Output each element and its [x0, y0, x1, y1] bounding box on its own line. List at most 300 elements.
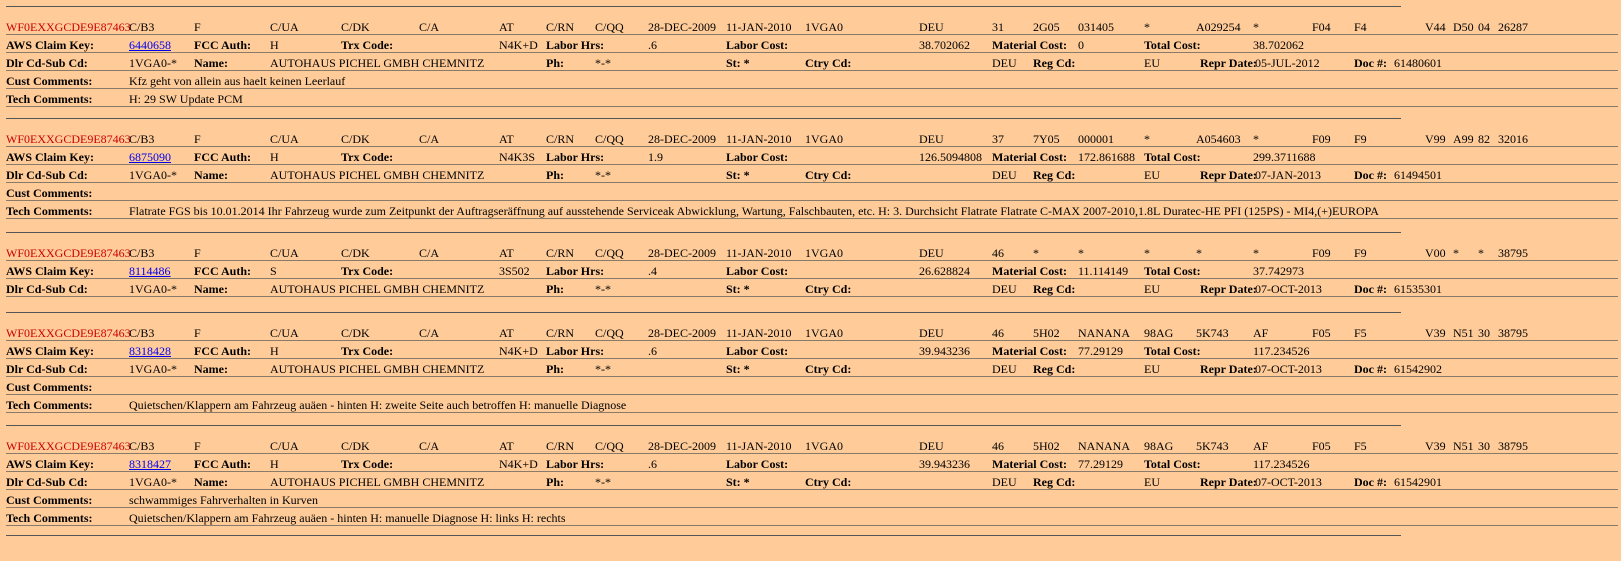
tech-comments-label: Tech Comments: [6, 398, 93, 412]
header-cdk: C/DK [341, 132, 370, 146]
header-h1: 37 [992, 132, 1004, 146]
ctry-cd-label: Ctry Cd: [805, 168, 852, 182]
tech-comments-label: Tech Comments: [6, 511, 93, 525]
material-cost-label: Material Cost: [992, 150, 1067, 164]
dlr-cd-sub-cd-label: Dlr Cd-Sub Cd: [6, 56, 88, 70]
header-dealer: 1VGA0 [805, 326, 843, 340]
reg-cd-value: EU [1144, 475, 1160, 489]
repr-date-label: Repr Date: [1200, 168, 1257, 182]
trx-code-label: Trx Code: [341, 344, 394, 358]
tech-comments-label: Tech Comments: [6, 204, 93, 218]
header-h2: 7Y05 [1033, 132, 1060, 146]
aws-claim-key-link[interactable]: 8318428 [129, 344, 171, 358]
ctry-cd-label: Ctry Cd: [805, 362, 852, 376]
tech-comments-value: Quietschen/Klappern am Fahrzeug auäen - hinten H: manuelle Diagnose H: links H: rechts [129, 511, 566, 525]
header-h9: V99 [1425, 132, 1446, 146]
vin-text: WF0EXXGCDE9E87463 [6, 326, 131, 340]
trx-code-label: Trx Code: [341, 150, 394, 164]
header-country: DEU [919, 20, 944, 34]
header-dealer: 1VGA0 [805, 246, 843, 260]
header-at: AT [499, 246, 514, 260]
header-f: F [194, 132, 201, 146]
header-h11: 04 [1478, 20, 1490, 34]
labor-hrs-value: 1.9 [648, 150, 663, 164]
row-divider [6, 525, 1618, 526]
header-date1: 28-DEC-2009 [648, 326, 716, 340]
state-value: St: * [726, 362, 750, 376]
dealer-name-value: AUTOHAUS PICHEL GMBH CHEMNITZ [270, 168, 485, 182]
claim-dealer-row [6, 279, 1618, 297]
aws-claim-key-link[interactable]: 8114486 [129, 264, 171, 278]
header-crn: C/RN [546, 132, 575, 146]
total-cost-value: 117.234526 [1253, 344, 1310, 358]
cust-comments-row [6, 71, 1618, 89]
labor-hrs-label: Labor Hrs: [546, 150, 605, 164]
ctry-cd-value: DEU [992, 362, 1017, 376]
doc-number-value: 61480601 [1394, 56, 1442, 70]
doc-number-value: 61542901 [1394, 475, 1442, 489]
dealer-name-value: AUTOHAUS PICHEL GMBH CHEMNITZ [270, 475, 485, 489]
material-cost-label: Material Cost: [992, 38, 1067, 52]
claim-cost-row [6, 341, 1618, 359]
header-h9: V39 [1425, 326, 1446, 340]
labor-cost-label: Labor Cost: [726, 344, 789, 358]
header-h5: 5K743 [1196, 326, 1229, 340]
dlr-cd-sub-cd-label: Dlr Cd-Sub Cd: [6, 475, 88, 489]
header-crn: C/RN [546, 20, 575, 34]
labor-hrs-label: Labor Hrs: [546, 38, 605, 52]
header-h11: 82 [1478, 132, 1490, 146]
header-country: DEU [919, 132, 944, 146]
repr-date-value: 07-OCT-2013 [1255, 282, 1322, 296]
total-cost-value: 299.3711688 [1253, 150, 1316, 164]
record-separator [6, 535, 1401, 536]
phone-label: Ph: [546, 475, 564, 489]
dealer-name-label: Name: [194, 56, 228, 70]
dlr-cd-sub-cd-value: 1VGA0-* [129, 475, 177, 489]
header-country: DEU [919, 439, 944, 453]
header-h2: 5H02 [1033, 439, 1060, 453]
total-cost-label: Total Cost: [1144, 264, 1201, 278]
trx-code-label: Trx Code: [341, 38, 394, 52]
header-dealer: 1VGA0 [805, 439, 843, 453]
header-h12: 32016 [1498, 132, 1528, 146]
header-h5: 5K743 [1196, 439, 1229, 453]
ctry-cd-value: DEU [992, 475, 1017, 489]
record-separator [6, 312, 1401, 313]
header-dealer: 1VGA0 [805, 20, 843, 34]
row-divider [6, 106, 1618, 107]
repr-date-label: Repr Date: [1200, 362, 1257, 376]
header-h3: NANANA [1078, 439, 1130, 453]
dlr-cd-sub-cd-label: Dlr Cd-Sub Cd: [6, 168, 88, 182]
header-cdk: C/DK [341, 439, 370, 453]
header-h4: * [1144, 20, 1150, 34]
cust-comments-value: Kfz geht von allein aus haelt keinen Leerlauf [129, 74, 346, 88]
header-h5: A029254 [1196, 20, 1241, 34]
header-h5: A054603 [1196, 132, 1241, 146]
reg-cd-label: Reg Cd: [1033, 282, 1076, 296]
claim-header-row [6, 17, 1618, 35]
tech-comments-row [6, 395, 1618, 413]
labor-hrs-value: .4 [648, 264, 657, 278]
aws-claim-key-link[interactable]: 8318427 [129, 457, 171, 471]
trx-code-value: N4K+D [499, 38, 538, 52]
header-date2: 11-JAN-2010 [726, 439, 792, 453]
header-h9: V39 [1425, 439, 1446, 453]
aws-claim-key-label: AWS Claim Key: [6, 38, 94, 52]
dealer-name-value: AUTOHAUS PICHEL GMBH CHEMNITZ [270, 362, 485, 376]
material-cost-value: 0 [1078, 38, 1084, 52]
aws-claim-key-label: AWS Claim Key: [6, 150, 94, 164]
fcc-auth-value: H [270, 38, 279, 52]
dealer-name-label: Name: [194, 362, 228, 376]
dealer-name-value: AUTOHAUS PICHEL GMBH CHEMNITZ [270, 282, 485, 296]
phone-value: *-* [595, 475, 611, 489]
header-h7: F04 [1312, 20, 1331, 34]
tech-comments-value: H: 29 SW Update PCM [129, 92, 243, 106]
ctry-cd-label: Ctry Cd: [805, 56, 852, 70]
material-cost-value: 11.114149 [1078, 264, 1129, 278]
header-h12: 38795 [1498, 439, 1528, 453]
doc-number-value: 61542902 [1394, 362, 1442, 376]
claim-dealer-row [6, 165, 1618, 183]
header-h8: F9 [1354, 246, 1367, 260]
header-cb: C/B3 [129, 326, 155, 340]
total-cost-value: 117.234526 [1253, 457, 1310, 471]
header-h2: 5H02 [1033, 326, 1060, 340]
header-cdk: C/DK [341, 326, 370, 340]
reg-cd-label: Reg Cd: [1033, 168, 1076, 182]
fcc-auth-label: FCC Auth: [194, 457, 252, 471]
header-cua: C/UA [270, 439, 299, 453]
labor-hrs-label: Labor Hrs: [546, 344, 605, 358]
labor-cost-label: Labor Cost: [726, 38, 789, 52]
repr-date-value: 07-OCT-2013 [1255, 475, 1322, 489]
header-ca: C/A [419, 246, 440, 260]
dlr-cd-sub-cd-label: Dlr Cd-Sub Cd: [6, 282, 88, 296]
row-divider [6, 218, 1618, 219]
header-f: F [194, 326, 201, 340]
ctry-cd-label: Ctry Cd: [805, 475, 852, 489]
header-crn: C/RN [546, 439, 575, 453]
phone-value: *-* [595, 56, 611, 70]
labor-hrs-value: .6 [648, 457, 657, 471]
vin-text: WF0EXXGCDE9E87463 [6, 20, 131, 34]
trx-code-value: N4K+D [499, 344, 538, 358]
dlr-cd-sub-cd-value: 1VGA0-* [129, 56, 177, 70]
labor-hrs-value: .6 [648, 344, 657, 358]
header-h4: 98AG [1144, 326, 1174, 340]
total-cost-label: Total Cost: [1144, 150, 1201, 164]
header-date1: 28-DEC-2009 [648, 246, 716, 260]
claim-dealer-row [6, 53, 1618, 71]
header-date2: 11-JAN-2010 [726, 326, 792, 340]
header-cqq: C/QQ [595, 326, 624, 340]
aws-claim-key-link[interactable]: 6440658 [129, 38, 171, 52]
header-h4: * [1144, 246, 1150, 260]
phone-label: Ph: [546, 168, 564, 182]
header-cdk: C/DK [341, 246, 370, 260]
header-h2: * [1033, 246, 1039, 260]
total-cost-label: Total Cost: [1144, 344, 1201, 358]
header-h4: * [1144, 132, 1150, 146]
header-cqq: C/QQ [595, 246, 624, 260]
header-h6: * [1253, 246, 1259, 260]
header-ca: C/A [419, 439, 440, 453]
labor-cost-value: 39.943236 [919, 344, 970, 358]
doc-number-value: 61494501 [1394, 168, 1442, 182]
labor-cost-value: 39.943236 [919, 457, 970, 471]
labor-cost-label: Labor Cost: [726, 150, 789, 164]
material-cost-value: 77.29129 [1078, 344, 1123, 358]
header-at: AT [499, 132, 514, 146]
doc-number-label: Doc #: [1354, 56, 1387, 70]
header-h12: 26287 [1498, 20, 1528, 34]
cust-comments-row [6, 183, 1618, 201]
fcc-auth-label: FCC Auth: [194, 344, 252, 358]
doc-number-label: Doc #: [1354, 362, 1387, 376]
header-at: AT [499, 20, 514, 34]
claim-dealer-row [6, 359, 1618, 377]
header-h12: 38795 [1498, 246, 1528, 260]
trx-code-value: N4K3S [499, 150, 536, 164]
header-cua: C/UA [270, 326, 299, 340]
header-cb: C/B3 [129, 20, 155, 34]
vin-text: WF0EXXGCDE9E87463 [6, 439, 131, 453]
header-h1: 46 [992, 246, 1004, 260]
reg-cd-value: EU [1144, 56, 1160, 70]
reg-cd-label: Reg Cd: [1033, 56, 1076, 70]
trx-code-label: Trx Code: [341, 264, 394, 278]
total-cost-label: Total Cost: [1144, 38, 1201, 52]
ctry-cd-value: DEU [992, 282, 1017, 296]
aws-claim-key-link[interactable]: 6875090 [129, 150, 171, 164]
header-h9: V44 [1425, 20, 1446, 34]
ctry-cd-value: DEU [992, 56, 1017, 70]
claim-header-row [6, 323, 1618, 341]
dlr-cd-sub-cd-value: 1VGA0-* [129, 168, 177, 182]
claim-cost-row [6, 35, 1618, 53]
tech-comments-row [6, 508, 1618, 526]
material-cost-label: Material Cost: [992, 264, 1067, 278]
header-h1: 31 [992, 20, 1004, 34]
phone-label: Ph: [546, 362, 564, 376]
phone-label: Ph: [546, 56, 564, 70]
claim-header-row [6, 243, 1618, 261]
fcc-auth-value: H [270, 344, 279, 358]
header-h1: 46 [992, 439, 1004, 453]
row-divider [6, 412, 1618, 413]
material-cost-value: 172.861688 [1078, 150, 1135, 164]
phone-value: *-* [595, 282, 611, 296]
ctry-cd-label: Ctry Cd: [805, 282, 852, 296]
dealer-name-label: Name: [194, 282, 228, 296]
header-h8: F5 [1354, 326, 1367, 340]
dlr-cd-sub-cd-value: 1VGA0-* [129, 362, 177, 376]
reg-cd-label: Reg Cd: [1033, 475, 1076, 489]
header-h2: 2G05 [1033, 20, 1060, 34]
header-ca: C/A [419, 326, 440, 340]
header-ca: C/A [419, 20, 440, 34]
header-h3: * [1078, 246, 1084, 260]
phone-value: *-* [595, 168, 611, 182]
repr-date-label: Repr Date: [1200, 475, 1257, 489]
header-date2: 11-JAN-2010 [726, 246, 792, 260]
cust-comments-label: Cust Comments: [6, 186, 93, 200]
state-value: St: * [726, 282, 750, 296]
aws-claim-key-label: AWS Claim Key: [6, 457, 94, 471]
tech-comments-value: Flatrate FGS bis 10.01.2014 Ihr Fahrzeug wurde zum Zeitpunkt der Auftragseräffnung auf ausstehende Serviceak Abwicklung, Wartung, Falschbauten, etc. H: 3. Durchsicht Flatrate Flatrate C-MAX 2007-2010,1.8L Duratec-HE PFI (125PS) - MI4,(+)EUROPA [129, 204, 1379, 218]
record-separator [6, 425, 1401, 426]
header-h10: * [1453, 246, 1459, 260]
trx-code-value: N4K+D [499, 457, 538, 471]
cust-comments-label: Cust Comments: [6, 74, 93, 88]
row-divider [6, 296, 1618, 297]
cust-comments-row [6, 377, 1618, 395]
vin-text: WF0EXXGCDE9E87463 [6, 246, 131, 260]
header-h6: AF [1253, 326, 1269, 340]
header-h12: 38795 [1498, 326, 1528, 340]
header-date1: 28-DEC-2009 [648, 132, 716, 146]
header-h7: F09 [1312, 246, 1331, 260]
header-h10: A99 [1453, 132, 1474, 146]
header-date1: 28-DEC-2009 [648, 439, 716, 453]
header-h5: * [1196, 246, 1202, 260]
header-h6: AF [1253, 439, 1269, 453]
tech-comments-row [6, 201, 1618, 219]
header-ca: C/A [419, 132, 440, 146]
dlr-cd-sub-cd-value: 1VGA0-* [129, 282, 177, 296]
fcc-auth-label: FCC Auth: [194, 150, 252, 164]
header-cua: C/UA [270, 132, 299, 146]
cust-comments-label: Cust Comments: [6, 380, 93, 394]
vin-text: WF0EXXGCDE9E87463 [6, 132, 131, 146]
doc-number-label: Doc #: [1354, 475, 1387, 489]
header-h8: F9 [1354, 132, 1367, 146]
material-cost-label: Material Cost: [992, 344, 1067, 358]
header-f: F [194, 20, 201, 34]
fcc-auth-value: H [270, 457, 279, 471]
state-value: St: * [726, 475, 750, 489]
header-f: F [194, 246, 201, 260]
header-date2: 11-JAN-2010 [726, 20, 792, 34]
tech-comments-value: Quietschen/Klappern am Fahrzeug auäen - hinten H: zweite Seite auch betroffen H: manuelle Diagnose [129, 398, 627, 412]
phone-value: *-* [595, 362, 611, 376]
header-cdk: C/DK [341, 20, 370, 34]
repr-date-value: 05-JUL-2012 [1255, 56, 1320, 70]
reg-cd-value: EU [1144, 362, 1160, 376]
header-at: AT [499, 326, 514, 340]
claim-header-row [6, 129, 1618, 147]
header-h10: N51 [1453, 326, 1474, 340]
labor-cost-value: 38.702062 [919, 38, 970, 52]
header-at: AT [499, 439, 514, 453]
repr-date-label: Repr Date: [1200, 282, 1257, 296]
cust-comments-value: schwammiges Fahrverhalten in Kurven [129, 493, 318, 507]
header-h8: F4 [1354, 20, 1367, 34]
state-value: St: * [726, 168, 750, 182]
labor-cost-value: 126.5094808 [919, 150, 982, 164]
header-cb: C/B3 [129, 439, 155, 453]
header-date1: 28-DEC-2009 [648, 20, 716, 34]
record-separator [6, 6, 1401, 7]
claim-cost-row [6, 454, 1618, 472]
dealer-name-value: AUTOHAUS PICHEL GMBH CHEMNITZ [270, 56, 485, 70]
header-crn: C/RN [546, 246, 575, 260]
claim-dealer-row [6, 472, 1618, 490]
header-cqq: C/QQ [595, 132, 624, 146]
header-h10: N51 [1453, 439, 1474, 453]
fcc-auth-value: S [270, 264, 277, 278]
reg-cd-value: EU [1144, 168, 1160, 182]
claim-cost-row [6, 261, 1618, 279]
trx-code-label: Trx Code: [341, 457, 394, 471]
header-h3: 031405 [1078, 20, 1114, 34]
labor-hrs-value: .6 [648, 38, 657, 52]
header-h8: F5 [1354, 439, 1367, 453]
header-h4: 98AG [1144, 439, 1174, 453]
header-cqq: C/QQ [595, 20, 624, 34]
header-h7: F09 [1312, 132, 1331, 146]
material-cost-value: 77.29129 [1078, 457, 1123, 471]
header-h1: 46 [992, 326, 1004, 340]
ctry-cd-value: DEU [992, 168, 1017, 182]
header-crn: C/RN [546, 326, 575, 340]
cust-comments-row [6, 490, 1618, 508]
header-country: DEU [919, 326, 944, 340]
tech-comments-label: Tech Comments: [6, 92, 93, 106]
aws-claim-key-label: AWS Claim Key: [6, 264, 94, 278]
state-value: St: * [726, 56, 750, 70]
phone-label: Ph: [546, 282, 564, 296]
labor-hrs-label: Labor Hrs: [546, 264, 605, 278]
header-h6: * [1253, 132, 1259, 146]
header-h6: * [1253, 20, 1259, 34]
doc-number-label: Doc #: [1354, 168, 1387, 182]
header-cua: C/UA [270, 20, 299, 34]
record-separator [6, 118, 1401, 119]
header-dealer: 1VGA0 [805, 132, 843, 146]
header-country: DEU [919, 246, 944, 260]
aws-claim-key-label: AWS Claim Key: [6, 344, 94, 358]
header-h11: 30 [1478, 326, 1490, 340]
labor-cost-label: Labor Cost: [726, 264, 789, 278]
total-cost-value: 37.742973 [1253, 264, 1304, 278]
claim-cost-row [6, 147, 1618, 165]
labor-hrs-label: Labor Hrs: [546, 457, 605, 471]
header-h11: 30 [1478, 439, 1490, 453]
header-date2: 11-JAN-2010 [726, 132, 792, 146]
header-cb: C/B3 [129, 132, 155, 146]
header-h11: * [1478, 246, 1484, 260]
dlr-cd-sub-cd-label: Dlr Cd-Sub Cd: [6, 362, 88, 376]
repr-date-value: 07-JAN-2013 [1255, 168, 1321, 182]
cust-comments-label: Cust Comments: [6, 493, 93, 507]
fcc-auth-label: FCC Auth: [194, 264, 252, 278]
dealer-name-label: Name: [194, 168, 228, 182]
header-h3: 000001 [1078, 132, 1114, 146]
total-cost-label: Total Cost: [1144, 457, 1201, 471]
header-cqq: C/QQ [595, 439, 624, 453]
reg-cd-label: Reg Cd: [1033, 362, 1076, 376]
repr-date-label: Repr Date: [1200, 56, 1257, 70]
total-cost-value: 38.702062 [1253, 38, 1304, 52]
header-f: F [194, 439, 201, 453]
fcc-auth-value: H [270, 150, 279, 164]
material-cost-label: Material Cost: [992, 457, 1067, 471]
labor-cost-label: Labor Cost: [726, 457, 789, 471]
